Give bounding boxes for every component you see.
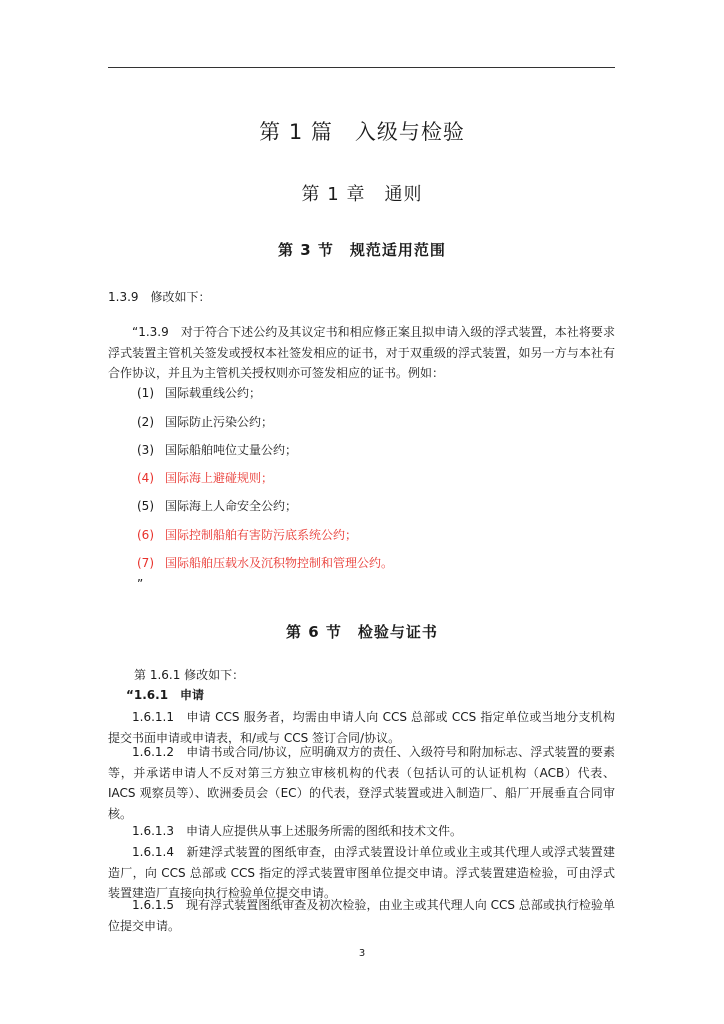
clause-1-6-1-2: 1.6.1.2 申请书或合同/协议，应明确双方的责任、入级符号和附加标志、浮式装置的要素等，并承诺申请人不反对第三方独立审核机构的代表（包括认可的认证机构（ACB）代表、IACS 观察员等）、欧洲委员会（EC）的代表，登浮式装置或进入制造厂、船厂开展垂直合同审核。 — [108, 745, 615, 821]
section-3-heading: 第 3 节 规范适用范围 — [278, 241, 446, 259]
quote-paragraph: “1.3.9 对于符合下述公约及其议定书和相应修正案且拟申请入级的浮式装置，本社将要求浮式装置主管机关签发或授权本社签发相应的证书，对于双重级的浮式装置，如另一方与本社有合作协议，并且为主管机关授权则亦可签发相应的证书。例如： — [108, 325, 615, 380]
header-rule — [108, 67, 615, 68]
part-title: 第 1 篇 入级与检验 — [259, 120, 465, 144]
convention-item-4: (4) 国际海上避碰规则； — [137, 471, 274, 485]
clause-1-6-1-4: 1.6.1.4 新建浮式装置的图纸审查，由浮式装置设计单位或业主或其代理人或浮式装置建造厂，向 CCS 总部或 CCS 指定的浮式装置审图单位提交申请。浮式装置建造检验，可由浮式装置建造厂直接向执行检验单位提交申请。 — [108, 845, 615, 900]
chapter-title: 第 1 章 通则 — [301, 184, 423, 205]
convention-item-7: (7) 国际船舶压载水及沉积物控制和管理公约。 — [137, 556, 394, 570]
convention-item-3: (3) 国际船舶吨位丈量公约； — [137, 443, 298, 457]
close-quote: ” — [137, 577, 144, 591]
convention-item-1: (1) 国际载重线公约； — [137, 386, 262, 400]
section-6-heading: 第 6 节 检验与证书 — [286, 623, 438, 641]
sub-heading-application: “1.6.1 申请 — [126, 688, 205, 702]
clause-1-6-1-5: 1.6.1.5 现有浮式装置图纸审查及初次检验，由业主或其代理人向 CCS 总部或执行检验单位提交申请。 — [108, 898, 615, 933]
section-3-intro: 1.3.9 修改如下： — [108, 290, 211, 304]
convention-item-2: (2) 国际防止污染公约； — [137, 415, 274, 429]
convention-item-5: (5) 国际海上人命安全公约； — [137, 499, 298, 513]
clause-1-6-1-1: 1.6.1.1 申请 CCS 服务者，均需由申请人向 CCS 总部或 CCS 指定单位或当地分支机构提交书面申请或申请表，和/或与 CCS 签订合同/协议。 — [108, 710, 615, 745]
convention-item-6: (6) 国际控制船舶有害防污底系统公约； — [137, 528, 358, 542]
section-6-intro: 第 1.6.1 修改如下： — [134, 668, 245, 682]
clause-1-6-1-3: 1.6.1.3 申请人应提供从事上述服务所需的图纸和技术文件。 — [132, 824, 462, 838]
page-number: 3 — [358, 948, 366, 959]
